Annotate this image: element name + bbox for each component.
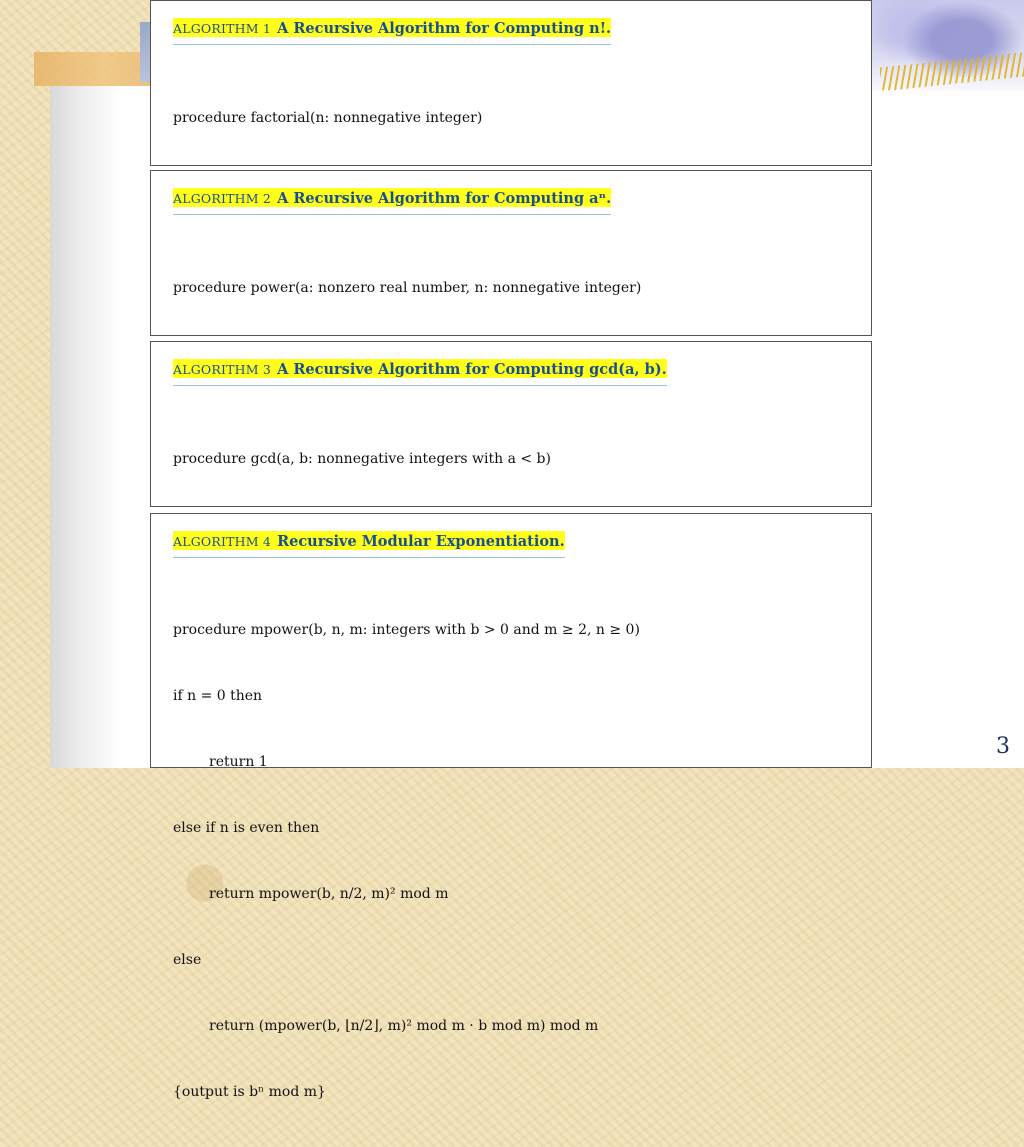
code-line bbox=[173, 751, 640, 773]
algorithm-box-3 bbox=[150, 341, 872, 507]
algorithm-box-1 bbox=[150, 0, 872, 166]
algorithm-box-4 bbox=[150, 513, 872, 1100]
algorithm-number-label: ALGORITHM 3 bbox=[173, 362, 272, 377]
code-line: procedure gcd(a, b: nonnegative integers with a < b) bbox=[173, 451, 551, 467]
code-line-text: return 1 bbox=[209, 754, 268, 770]
code-line: if n = 0 then bbox=[173, 688, 263, 704]
decorative-fade bbox=[870, 90, 1024, 130]
algorithm-title-4 bbox=[173, 531, 565, 558]
code-line bbox=[173, 1015, 640, 1037]
code-line-text: return (mpower(b, ⌊n/2⌋, m)² mod m · b mod m) mod m bbox=[209, 1018, 599, 1034]
code-line bbox=[173, 883, 640, 905]
code-line: procedure power(a: nonzero real number, n: nonnegative integer) bbox=[173, 280, 642, 296]
code-line-text: return mpower(b, n/2, m)² mod m bbox=[209, 886, 449, 902]
code-line: procedure factorial(n: nonnegative integer) bbox=[173, 110, 483, 126]
algorithm-name: Recursive Modular Exponentiation. bbox=[277, 533, 565, 550]
algorithm-title-2 bbox=[173, 188, 611, 215]
algorithm-title-3 bbox=[173, 359, 667, 386]
code-line: else if n is even then bbox=[173, 820, 320, 836]
code-line: procedure mpower(b, n, m: integers with b > 0 and m ≥ 2, n ≥ 0) bbox=[173, 622, 640, 638]
algorithm-name: A Recursive Algorithm for Computing n!. bbox=[277, 20, 612, 37]
algorithm-number-label: ALGORITHM 4 bbox=[173, 534, 272, 549]
code-line: else bbox=[173, 952, 202, 968]
algorithm-code-4 bbox=[173, 575, 640, 1147]
algorithm-box-2 bbox=[150, 170, 872, 336]
algorithm-name: A Recursive Algorithm for Computing gcd(a, b). bbox=[277, 361, 667, 378]
page-number: 3 bbox=[996, 734, 1010, 759]
code-line: {output is bⁿ mod m} bbox=[173, 1084, 326, 1100]
algorithm-number-label: ALGORITHM 2 bbox=[173, 191, 272, 206]
algorithm-name: A Recursive Algorithm for Computing aⁿ. bbox=[277, 190, 612, 207]
algorithm-number-label: ALGORITHM 1 bbox=[173, 21, 272, 36]
algorithm-title-1 bbox=[173, 18, 611, 45]
